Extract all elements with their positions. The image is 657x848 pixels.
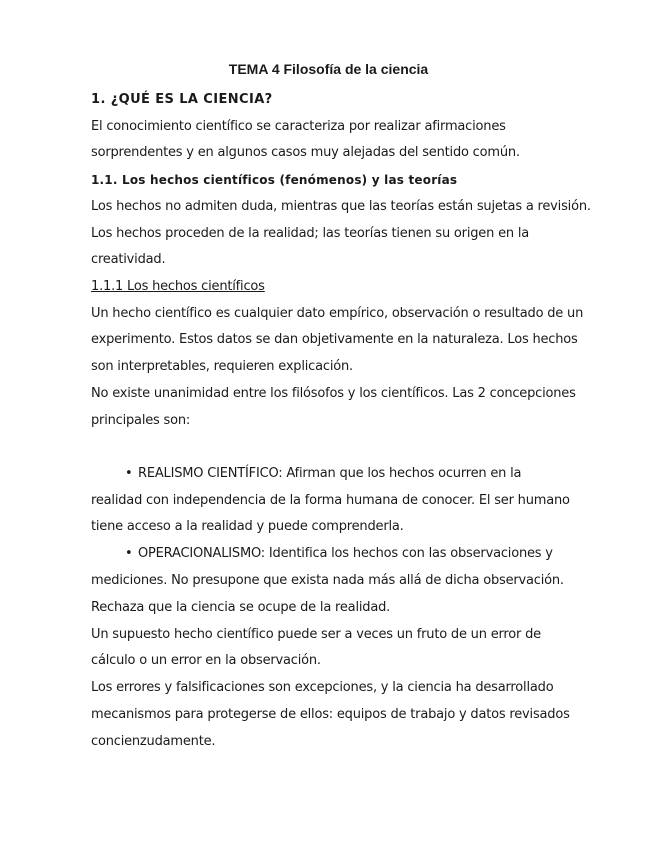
paragraph-line: concienzudamente. xyxy=(91,734,216,749)
section-1-1-1-heading: 1.1.1 Los hechos científicos xyxy=(91,279,265,294)
paragraph-line: cálculo o un error en la observación. xyxy=(91,653,321,668)
page-title: TEMA 4 Filosofía de la ciencia xyxy=(228,61,429,77)
paragraph-line: El conocimiento científico se caracteriza por realizar afirmaciones xyxy=(91,119,506,134)
paragraph-line: principales son: xyxy=(91,413,191,428)
paragraph-line: son interpretables, requieren explicación. xyxy=(91,359,353,374)
paragraph-line: Los errores y falsificaciones son excepciones, y la ciencia ha desarrollado xyxy=(91,680,554,695)
bullet-icon: • xyxy=(125,546,133,561)
paragraph-line: Un supuesto hecho científico puede ser a veces un fruto de un error de xyxy=(91,627,541,642)
paragraph-line: No existe unanimidad entre los filósofos y los científicos. Las 2 concepciones xyxy=(91,386,576,401)
bullet-item-operacionalismo: OPERACIONALISMO: Identifica los hechos con las observaciones y xyxy=(138,546,553,561)
paragraph-line: Los hechos proceden de la realidad; las teorías tienen su origen en la xyxy=(91,226,530,241)
paragraph-line: mediciones. No presupone que exista nada más allá de dicha observación. xyxy=(91,573,564,588)
paragraph-line: creatividad. xyxy=(91,252,166,267)
paragraph-line: experimento. Estos datos se dan objetivamente en la naturaleza. Los hechos xyxy=(91,332,578,347)
bullet-item-realismo: REALISMO CIENTÍFICO: Afirman que los hechos ocurren en la xyxy=(138,466,522,481)
paragraph-line: realidad con independencia de la forma humana de conocer. El ser humano xyxy=(91,493,570,508)
bullet-icon: • xyxy=(125,466,133,481)
paragraph-line: Los hechos no admiten duda, mientras que las teorías están sujetas a revisión. xyxy=(91,199,591,214)
paragraph-line: tiene acceso a la realidad y puede comprenderla. xyxy=(91,519,404,534)
paragraph-line: sorprendentes y en algunos casos muy alejadas del sentido común. xyxy=(91,145,520,160)
section-1-heading: 1. ¿QUÉ ES LA CIENCIA? xyxy=(91,92,273,107)
paragraph-line: Rechaza que la ciencia se ocupe de la realidad. xyxy=(91,600,391,615)
section-1-1-heading: 1.1. Los hechos científicos (fenómenos) y las teorías xyxy=(91,173,458,187)
paragraph-line: mecanismos para protegerse de ellos: equipos de trabajo y datos revisados xyxy=(91,707,570,722)
paragraph-line: Un hecho científico es cualquier dato empírico, observación o resultado de un xyxy=(91,306,584,321)
